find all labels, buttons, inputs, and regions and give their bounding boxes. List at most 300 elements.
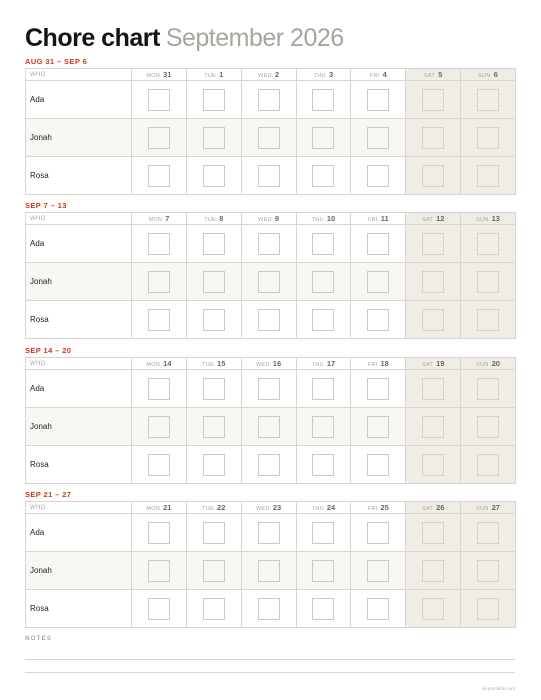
chore-table (25, 501, 516, 628)
day-number: 7 (165, 214, 170, 223)
chore-checkbox[interactable] (367, 378, 389, 400)
chore-checkbox[interactable] (477, 522, 499, 544)
chore-checkbox[interactable] (258, 454, 280, 476)
day-of-week: MON (146, 506, 161, 512)
day-of-week: SUN (476, 362, 489, 368)
day-of-week: THU (311, 362, 324, 368)
chore-cell (461, 225, 516, 263)
chore-checkbox[interactable] (477, 89, 499, 111)
chore-cell (351, 446, 406, 484)
chore-checkbox[interactable] (312, 309, 334, 331)
day-header (241, 213, 296, 225)
day-of-week: TUE (202, 362, 215, 368)
day-number: 9 (274, 214, 280, 223)
day-of-week: MON (146, 73, 161, 79)
chore-checkbox[interactable] (312, 127, 334, 149)
person-name: Jonah (26, 552, 132, 590)
day-number: 5 (438, 70, 443, 79)
chore-table (25, 68, 516, 195)
day-of-week: SAT (421, 506, 434, 512)
chore-checkbox[interactable] (422, 416, 444, 438)
day-header (406, 358, 461, 370)
chore-checkbox[interactable] (258, 560, 280, 582)
chore-checkbox[interactable] (422, 271, 444, 293)
day-header (351, 69, 406, 81)
day-header (186, 69, 241, 81)
day-of-week: MON (148, 217, 163, 223)
chore-checkbox[interactable] (258, 233, 280, 255)
chore-table (25, 212, 516, 339)
person-name: Ada (26, 81, 132, 119)
person-name: Ada (26, 514, 132, 552)
chore-checkbox[interactable] (148, 233, 170, 255)
chore-table (25, 357, 516, 484)
day-of-week: THU (311, 506, 324, 512)
day-of-week: SAT (423, 73, 436, 79)
week-label: SEP 14 – 20 (25, 346, 72, 355)
chore-cell (241, 301, 296, 339)
chore-checkbox[interactable] (203, 309, 225, 331)
chore-checkbox[interactable] (367, 233, 389, 255)
day-number: 21 (163, 503, 172, 512)
day-of-week: WED (258, 217, 272, 223)
chore-checkbox[interactable] (258, 309, 280, 331)
day-of-week: WED (256, 506, 270, 512)
day-header (461, 69, 516, 81)
day-header (406, 213, 461, 225)
day-number: 26 (436, 503, 445, 512)
chore-cell (296, 263, 351, 301)
person-name: Rosa (26, 590, 132, 628)
chore-cell (296, 225, 351, 263)
day-number: 17 (326, 359, 336, 368)
chore-checkbox[interactable] (203, 165, 225, 187)
day-header (351, 213, 406, 225)
day-number: 18 (380, 359, 389, 368)
person-name: Rosa (26, 301, 132, 339)
day-header (132, 213, 187, 225)
chore-cell (351, 590, 406, 628)
chore-checkbox[interactable] (367, 454, 389, 476)
day-header (406, 69, 461, 81)
chore-checkbox[interactable] (367, 309, 389, 331)
chore-cell (241, 370, 296, 408)
week-block (25, 490, 515, 628)
chore-cell (461, 157, 516, 195)
chore-checkbox[interactable] (312, 416, 334, 438)
chore-cell (406, 370, 461, 408)
chore-cell (132, 301, 187, 339)
chore-cell (241, 119, 296, 157)
chore-checkbox[interactable] (367, 598, 389, 620)
chore-cell (296, 590, 351, 628)
chore-checkbox[interactable] (312, 454, 334, 476)
chore-cell (186, 552, 241, 590)
chore-checkbox[interactable] (477, 378, 499, 400)
chore-cell (132, 263, 187, 301)
day-header (461, 358, 516, 370)
chore-cell (132, 225, 187, 263)
chore-cell (241, 446, 296, 484)
day-header (241, 502, 296, 514)
chore-checkbox[interactable] (312, 522, 334, 544)
day-header (132, 502, 187, 514)
chore-cell (186, 81, 241, 119)
chore-cell (351, 514, 406, 552)
week-block (25, 57, 515, 195)
day-header (186, 502, 241, 514)
day-of-week: THU (311, 217, 324, 223)
chore-cell (186, 446, 241, 484)
who-header: WHO (26, 502, 132, 514)
person-name: Rosa (26, 157, 132, 195)
chore-checkbox[interactable] (258, 89, 280, 111)
chore-checkbox[interactable] (203, 233, 225, 255)
chore-cell (241, 552, 296, 590)
chore-cell (296, 81, 351, 119)
chore-checkbox[interactable] (203, 598, 225, 620)
chore-cell (241, 263, 296, 301)
chore-cell (351, 157, 406, 195)
chore-checkbox[interactable] (477, 598, 499, 620)
day-header (406, 502, 461, 514)
chore-cell (461, 514, 516, 552)
chore-cell (186, 370, 241, 408)
who-header: WHO (26, 69, 132, 81)
chore-checkbox[interactable] (258, 378, 280, 400)
chore-checkbox[interactable] (477, 560, 499, 582)
day-of-week: FRI (367, 362, 378, 368)
chore-checkbox[interactable] (312, 165, 334, 187)
day-number: 19 (436, 359, 445, 368)
chore-cell (186, 590, 241, 628)
chore-cell (132, 446, 187, 484)
week-block (25, 201, 515, 339)
chore-cell (296, 301, 351, 339)
week-label: SEP 7 – 13 (25, 201, 67, 210)
chore-cell (296, 514, 351, 552)
person-name: Ada (26, 225, 132, 263)
person-row (26, 590, 516, 628)
chore-checkbox[interactable] (477, 271, 499, 293)
day-number: 20 (491, 359, 500, 368)
person-name: Jonah (26, 119, 132, 157)
chore-cell (241, 225, 296, 263)
chore-cell (296, 119, 351, 157)
chore-cell (186, 408, 241, 446)
chore-checkbox[interactable] (422, 598, 444, 620)
chore-checkbox[interactable] (477, 165, 499, 187)
chore-cell (186, 514, 241, 552)
chore-checkbox[interactable] (477, 454, 499, 476)
chore-checkbox[interactable] (148, 560, 170, 582)
chore-checkbox[interactable] (367, 560, 389, 582)
chore-cell (461, 119, 516, 157)
chore-checkbox[interactable] (203, 454, 225, 476)
chore-cell (132, 81, 187, 119)
chore-cell (406, 446, 461, 484)
chore-checkbox[interactable] (422, 127, 444, 149)
day-header (296, 502, 351, 514)
chore-cell (241, 514, 296, 552)
chore-checkbox[interactable] (203, 416, 225, 438)
chore-checkbox[interactable] (258, 271, 280, 293)
chore-checkbox[interactable] (367, 271, 389, 293)
chore-cell (461, 81, 516, 119)
chore-cell (351, 301, 406, 339)
chore-checkbox[interactable] (367, 89, 389, 111)
day-number: 2 (274, 70, 280, 79)
day-number: 22 (217, 503, 226, 512)
chore-checkbox[interactable] (477, 127, 499, 149)
chore-checkbox[interactable] (148, 271, 170, 293)
person-row (26, 81, 516, 119)
chore-cell (461, 301, 516, 339)
chore-checkbox[interactable] (203, 127, 225, 149)
day-number: 31 (163, 70, 172, 79)
chore-checkbox[interactable] (312, 233, 334, 255)
person-name: Rosa (26, 446, 132, 484)
day-number: 3 (328, 70, 334, 79)
title-main: Chore chart (25, 24, 160, 52)
chore-cell (186, 157, 241, 195)
chore-cell (406, 225, 461, 263)
chore-checkbox[interactable] (258, 522, 280, 544)
person-name: Jonah (26, 408, 132, 446)
chore-checkbox[interactable] (258, 165, 280, 187)
day-number: 1 (219, 70, 224, 79)
week-block (25, 346, 515, 484)
person-row (26, 446, 516, 484)
chore-cell (296, 446, 351, 484)
chore-checkbox[interactable] (203, 378, 225, 400)
notes-label: NOTES (25, 636, 53, 642)
chore-checkbox[interactable] (422, 233, 444, 255)
chore-cell (351, 225, 406, 263)
title-month: September 2026 (165, 24, 344, 52)
chore-checkbox[interactable] (312, 89, 334, 111)
day-number: 13 (491, 214, 500, 223)
chore-checkbox[interactable] (148, 309, 170, 331)
header-row (26, 502, 516, 514)
day-of-week: WED (256, 362, 270, 368)
chore-cell (132, 408, 187, 446)
day-of-week: TUE (204, 217, 217, 223)
person-name: Ada (26, 370, 132, 408)
page-title (25, 22, 344, 54)
day-header (351, 358, 406, 370)
chore-cell (186, 301, 241, 339)
chore-checkbox[interactable] (312, 271, 334, 293)
chore-checkbox[interactable] (367, 416, 389, 438)
day-of-week: SUN (476, 506, 489, 512)
day-number: 6 (493, 70, 498, 79)
day-of-week: SAT (421, 217, 434, 223)
day-of-week: FRI (367, 506, 378, 512)
chore-cell (351, 408, 406, 446)
chore-cell (296, 408, 351, 446)
chore-checkbox[interactable] (148, 416, 170, 438)
chore-checkbox[interactable] (148, 454, 170, 476)
day-header (296, 358, 351, 370)
person-row (26, 514, 516, 552)
day-of-week: THU (313, 73, 326, 79)
who-header: WHO (26, 358, 132, 370)
day-number: 25 (380, 503, 389, 512)
header-row (26, 358, 516, 370)
day-of-week: SAT (421, 362, 434, 368)
day-of-week: SUN (478, 73, 491, 79)
footer-credit: all-printable.com (481, 686, 515, 691)
chore-checkbox[interactable] (477, 233, 499, 255)
person-row (26, 225, 516, 263)
day-header (296, 69, 351, 81)
chore-checkbox[interactable] (312, 598, 334, 620)
chore-cell (351, 119, 406, 157)
chore-checkbox[interactable] (422, 454, 444, 476)
chore-cell (461, 552, 516, 590)
chore-checkbox[interactable] (422, 89, 444, 111)
chore-checkbox[interactable] (148, 378, 170, 400)
chore-checkbox[interactable] (203, 271, 225, 293)
chore-cell (241, 408, 296, 446)
chore-cell (241, 157, 296, 195)
chore-cell (406, 552, 461, 590)
chore-checkbox[interactable] (477, 309, 499, 331)
day-header (186, 358, 241, 370)
day-of-week: SUN (476, 217, 489, 223)
chore-cell (406, 263, 461, 301)
chore-cell (296, 370, 351, 408)
week-label: SEP 21 – 27 (25, 490, 72, 499)
chore-cell (461, 408, 516, 446)
chore-cell (241, 81, 296, 119)
person-row (26, 552, 516, 590)
chore-cell (186, 119, 241, 157)
chore-cell (406, 590, 461, 628)
chore-cell (461, 370, 516, 408)
chore-cell (406, 408, 461, 446)
day-of-week: WED (258, 73, 272, 79)
day-header (132, 69, 187, 81)
chore-checkbox[interactable] (203, 89, 225, 111)
day-number: 8 (219, 214, 224, 223)
day-header (241, 69, 296, 81)
chore-checkbox[interactable] (148, 598, 170, 620)
chore-checkbox[interactable] (422, 522, 444, 544)
day-number: 10 (326, 214, 336, 223)
chore-checkbox[interactable] (148, 522, 170, 544)
chore-cell (351, 552, 406, 590)
chore-cell (132, 590, 187, 628)
day-header (132, 358, 187, 370)
chore-cell (241, 590, 296, 628)
day-header (241, 358, 296, 370)
chore-checkbox[interactable] (203, 522, 225, 544)
chore-cell (406, 119, 461, 157)
chore-checkbox[interactable] (422, 165, 444, 187)
day-header (461, 502, 516, 514)
who-header: WHO (26, 213, 132, 225)
chore-cell (132, 119, 187, 157)
chore-checkbox[interactable] (422, 309, 444, 331)
chore-checkbox[interactable] (312, 560, 334, 582)
day-of-week: FRI (369, 73, 380, 79)
day-number: 16 (272, 359, 282, 368)
chore-cell (186, 263, 241, 301)
week-label: AUG 31 – SEP 6 (25, 57, 88, 66)
day-header (186, 213, 241, 225)
day-number: 24 (326, 503, 336, 512)
chore-cell (461, 263, 516, 301)
chore-cell (132, 552, 187, 590)
day-number: 15 (217, 359, 226, 368)
chore-cell (351, 370, 406, 408)
day-header (461, 213, 516, 225)
person-row (26, 119, 516, 157)
header-row (26, 69, 516, 81)
chore-checkbox[interactable] (422, 560, 444, 582)
chore-cell (186, 225, 241, 263)
day-of-week: MON (146, 362, 161, 368)
chore-cell (296, 552, 351, 590)
day-number: 27 (491, 503, 500, 512)
chore-checkbox[interactable] (312, 378, 334, 400)
chore-checkbox[interactable] (367, 522, 389, 544)
chore-cell (406, 301, 461, 339)
day-number: 4 (382, 70, 387, 79)
chore-checkbox[interactable] (258, 127, 280, 149)
day-of-week: TUE (202, 506, 215, 512)
chore-cell (351, 81, 406, 119)
chore-checkbox[interactable] (148, 127, 170, 149)
chore-cell (132, 370, 187, 408)
chore-checkbox[interactable] (367, 165, 389, 187)
person-row (26, 157, 516, 195)
day-number: 11 (380, 214, 389, 223)
notes-line (25, 659, 515, 660)
chore-cell (296, 157, 351, 195)
chore-checkbox[interactable] (422, 378, 444, 400)
day-number: 12 (436, 214, 445, 223)
chore-checkbox[interactable] (148, 89, 170, 111)
day-header (351, 502, 406, 514)
day-number: 23 (272, 503, 282, 512)
chore-cell (406, 157, 461, 195)
chore-cell (461, 446, 516, 484)
chore-cell (461, 590, 516, 628)
chore-cell (132, 514, 187, 552)
person-row (26, 370, 516, 408)
chore-cell (406, 81, 461, 119)
day-number: 14 (163, 359, 172, 368)
day-of-week: FRI (367, 217, 378, 223)
chore-checkbox[interactable] (258, 416, 280, 438)
person-row (26, 408, 516, 446)
chore-cell (351, 263, 406, 301)
chore-checkbox[interactable] (367, 127, 389, 149)
person-name: Jonah (26, 263, 132, 301)
day-header (296, 213, 351, 225)
chore-checkbox[interactable] (148, 165, 170, 187)
chore-checkbox[interactable] (258, 598, 280, 620)
chore-cell (132, 157, 187, 195)
person-row (26, 301, 516, 339)
day-of-week: TUE (204, 73, 217, 79)
chore-checkbox[interactable] (203, 560, 225, 582)
chore-checkbox[interactable] (477, 416, 499, 438)
person-row (26, 263, 516, 301)
